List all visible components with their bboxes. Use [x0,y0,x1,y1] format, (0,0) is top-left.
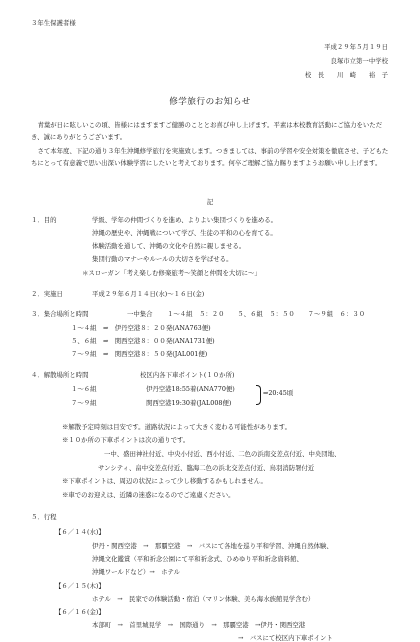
note-line: 一中、盛田神社付近、中央小付近、西小付近、二色の浜南交差点付近、中央団地、 [104,450,341,458]
flight-line: ５、６組 ⇒ 関西空港８：００発(ANA1731便) [71,337,215,345]
purpose-label: １．目的 [31,216,57,224]
schedule-day-date: 【６／１６(金)】 [55,608,105,616]
note-line: ※解散予定時刻は目安です。道路状況によって大きく変わる可能性があります。 [62,423,292,431]
purpose-line: 集団行動のマナーやルールの大切さを学ばせる。 [92,255,233,263]
schedule-line: ホテル → 民家での体験活動・宿泊（マリン体験、美ら海水族館見学含む） [92,595,315,603]
ki-marker: 記 [206,198,214,206]
note-line: ※下車ポイントは、周辺の状況によって少し移動するかもしれません。 [62,477,267,485]
flight-line: ７～９組 ⇒ 関西空港８：５０発(JAL001便) [71,350,208,358]
intro-paragraph-2: さて本年度、下記の通り３年生沖縄修学旅行を実施致します。つきましては、事前の学習や安全対策を徹底させ、子どもたちにとって有意義で思い出深い体験学習にしたいと考えております。何卒ご理解ご協力賜りますようお願い申し上げます。 [31,147,389,168]
issue-date: 平成２９年５月１９日 [324,43,388,51]
dismissal-detail: 関西空港19:30着(JAL008便) [146,399,232,407]
school-name: 良塚市立第一中学校 [330,57,388,65]
purpose-line: 体験活動を通して、沖縄の文化や自然に親しませる。 [92,242,246,250]
dismissal-brace [256,385,261,405]
meeting-times: １～４組 ５：２０ ５、６組 ５：５０ ７～９組 ６：３０ [167,310,366,318]
recipient: ３年生保護者様 [31,19,76,27]
intro-paragraph-1: 青葉が日に眩しいこの頃、皆様にはますますご健勝のこととお喜び申し上げます。平素は本校教育活動にご協力をいただき、誠にありがとうございます。 [31,121,383,142]
meeting-place: 一中集合 [127,310,153,318]
period-label: ２．実施日 [31,290,63,298]
slogan: ＊スローガン「考え楽しむ修楽旅考～笑顔と仲間を大切に～」 [82,269,261,277]
schedule-label: ５．行程 [31,513,57,521]
period-value: 平成２９年６月１４日(水)～１６日(金) [92,290,205,298]
note-line: サンシティ、畠中交差点付近、臨海二色の浜北交差点付近、鳥羽消防署付近 [98,464,315,472]
note-line: ※車でのお迎えは、近隣の迷惑になるのでご遠慮ください。 [62,491,235,499]
schedule-line: 沖縄ワールドなど）→ ホテル [92,568,180,576]
dismissal-group: １～６組 [71,385,97,393]
flight-line: １～４組 ⇒ 伊丹空港８：２０発(ANA763便) [71,324,211,332]
schedule-line: 伊丹・関西空港 → 那覇空港 → バスにて各地を巡り平和学習、沖縄自然体験、 [92,542,333,550]
meeting-label: ３．集合場所と時間 [31,310,89,318]
dismissal-label: ４．解散場所と時間 [31,371,89,379]
purpose-line: 沖縄の歴史や、沖縄戦について学び、生徒の平和の心を育てる。 [92,229,277,237]
dismissal-detail: 伊丹空港18:55着(ANA770便) [146,385,235,393]
dismissal-group: ７～９組 [71,399,97,407]
schedule-line: → バスにて校区内下車ポイント [238,634,333,642]
note-line: ※１０か所の下車ポイントは次の通りです。 [62,436,190,444]
purpose-line: 学級、学年の仲間づくりを進め、よりよい集団づくりを進める。 [92,216,278,224]
schedule-day-date: 【６／１４(水)】 [55,528,105,536]
schedule-line: 本部町 → 首里城見学 → 国際通り → 那覇空港 →伊丹・関西空港 [92,621,306,629]
schedule-line: 沖縄文化鑑賞（平和祈念公園にて平和祈念式、ひめゆり平和祈念資料館、 [92,555,303,563]
document-title: 修学旅行のお知らせ [169,97,251,107]
schedule-day-date: 【６／１５(木)】 [55,582,105,590]
dismissal-arrival: ⇒20:45頃 [263,389,294,397]
dismissal-place: 校区内各下車ポイント(１０か所) [140,371,235,379]
principal-name: 校 長 川 崎 裕 子 [304,71,388,79]
